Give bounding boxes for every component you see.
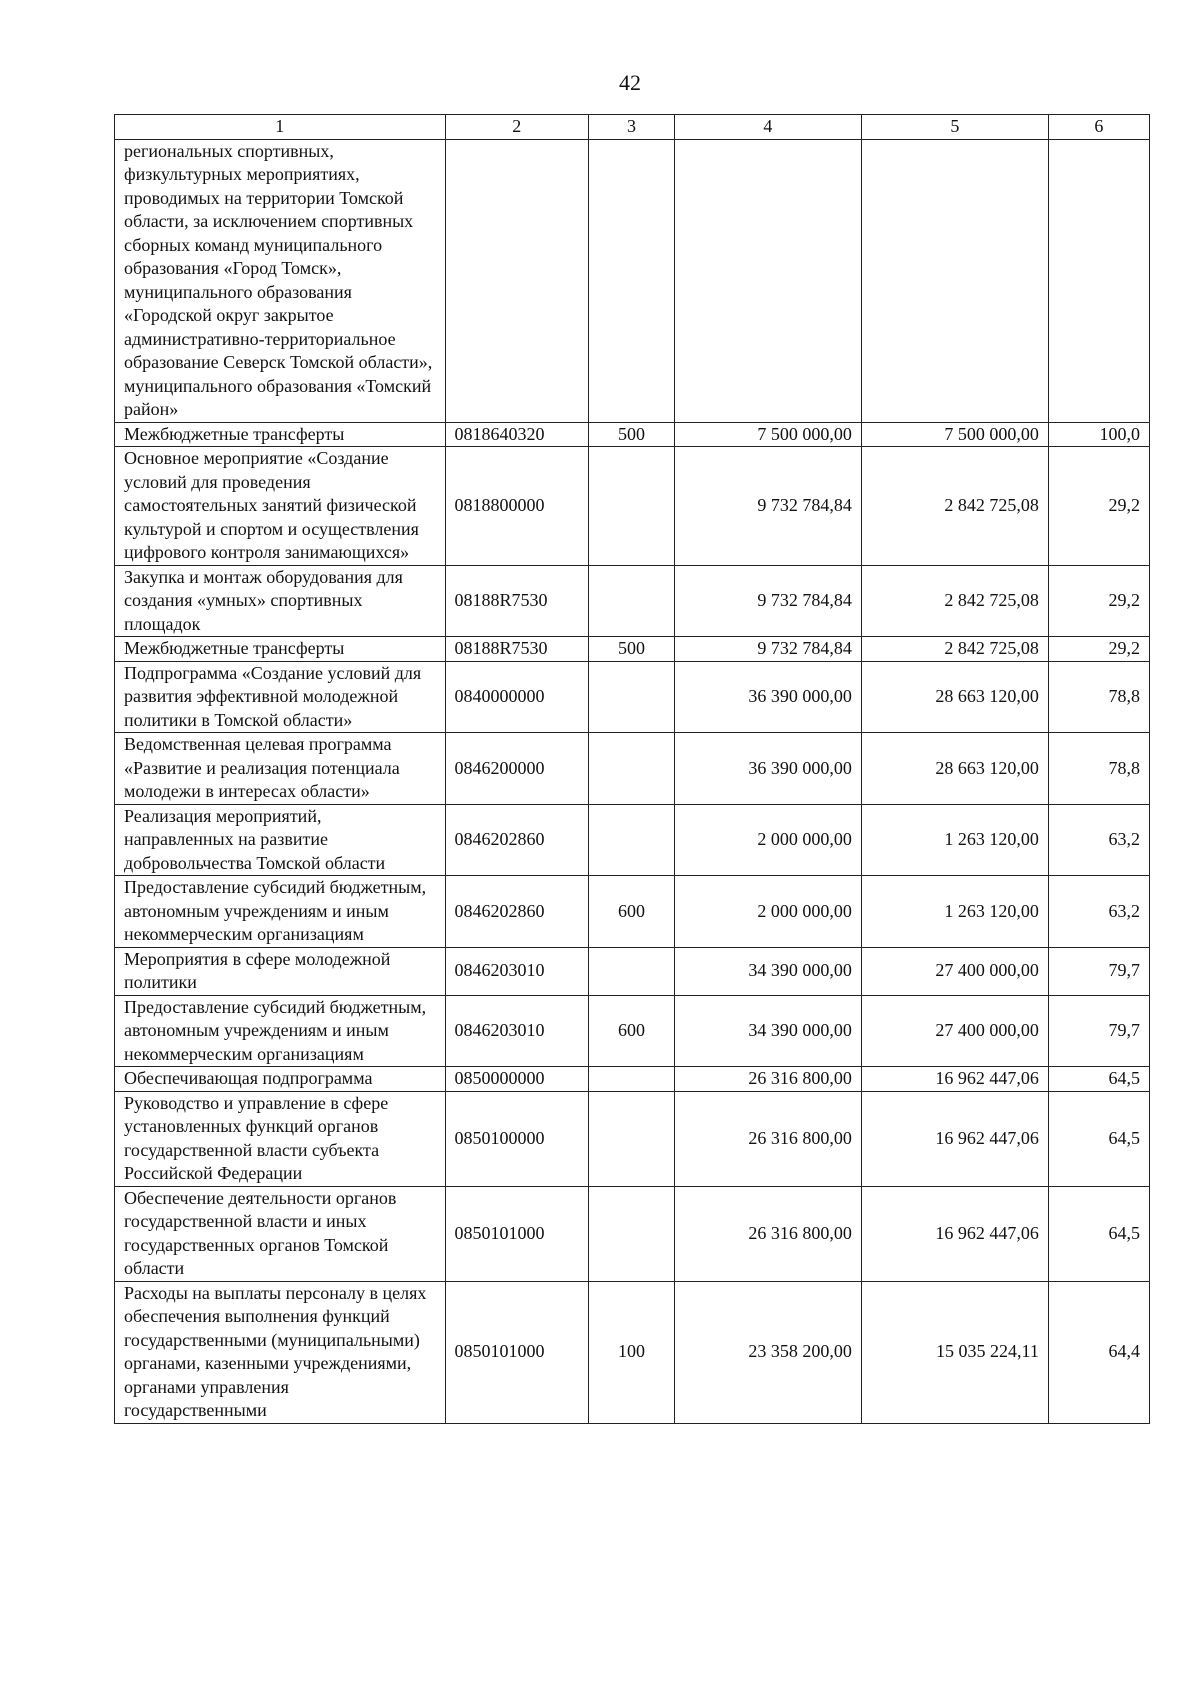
table-row [115,139,1150,422]
row-type [589,804,675,876]
row-description: Обеспечивающая подпрограмма [115,1067,446,1092]
row-actual: 16 962 447,06 [861,1067,1048,1092]
row-code: 0846202860 [445,876,589,948]
row-percent: 29,2 [1048,637,1149,662]
row-type [589,447,675,566]
row-percent: 100,0 [1048,422,1149,447]
table-header-row [115,115,1150,140]
table-row [115,733,1150,805]
row-code: 0850101000 [445,1281,589,1423]
row-plan: 36 390 000,00 [674,661,861,733]
header-col-1: 1 [115,115,446,140]
row-percent [1048,139,1149,422]
row-description: Мероприятия в сфере молодежной политики [115,947,446,995]
row-plan: 2 000 000,00 [674,804,861,876]
row-code [445,139,589,422]
row-type: 600 [589,995,675,1067]
row-actual: 27 400 000,00 [861,995,1048,1067]
row-description: региональных спортивных, физкультурных мероприятиях, проводимых на территории Томской области, за исключением спортивных сборных команд муниципального образования «Город Томск», муниципального образования «Городской округ закрытое административно-территориальное образование Северск Томской области», муниципального образования «Томский район» [115,139,446,422]
table-row [115,447,1150,566]
row-actual: 16 962 447,06 [861,1091,1048,1186]
table-row [115,876,1150,948]
row-percent: 79,7 [1048,947,1149,995]
row-code: 0846202860 [445,804,589,876]
row-type [589,661,675,733]
row-description: Подпрограмма «Создание условий для развития эффективной молодежной политики в Томской области» [115,661,446,733]
table-row [115,565,1150,637]
row-actual: 28 663 120,00 [861,661,1048,733]
table-row [115,1091,1150,1186]
header-col-2: 2 [445,115,589,140]
row-description: Основное мероприятие «Создание условий для проведения самостоятельных занятий физической культурой и спортом и осуществления цифрового контроля занимающихся» [115,447,446,566]
row-percent: 79,7 [1048,995,1149,1067]
row-actual: 2 842 725,08 [861,637,1048,662]
row-plan: 9 732 784,84 [674,565,861,637]
header-col-3: 3 [589,115,675,140]
row-percent: 64,5 [1048,1186,1149,1281]
row-description: Предоставление субсидий бюджетным, автономным учреждениям и иным некоммерческим организациям [115,995,446,1067]
row-plan: 23 358 200,00 [674,1281,861,1423]
table-row [115,1186,1150,1281]
row-code: 0850101000 [445,1186,589,1281]
row-plan: 26 316 800,00 [674,1067,861,1092]
row-actual: 1 263 120,00 [861,804,1048,876]
row-plan: 9 732 784,84 [674,637,861,662]
row-code: 0846200000 [445,733,589,805]
row-description: Предоставление субсидий бюджетным, автономным учреждениям и иным некоммерческим организациям [115,876,446,948]
row-actual: 2 842 725,08 [861,447,1048,566]
row-percent: 64,5 [1048,1091,1149,1186]
row-percent: 64,5 [1048,1067,1149,1092]
row-description: Руководство и управление в сфере установленных функций органов государственной власти субъекта Российской Федерации [115,1091,446,1186]
row-type [589,1091,675,1186]
table-row [115,995,1150,1067]
row-code: 0818640320 [445,422,589,447]
row-plan: 34 390 000,00 [674,995,861,1067]
row-actual [861,139,1048,422]
row-description: Ведомственная целевая программа «Развитие и реализация потенциала молодежи в интересах области» [115,733,446,805]
row-actual: 2 842 725,08 [861,565,1048,637]
row-code: 0840000000 [445,661,589,733]
header-col-5: 5 [861,115,1048,140]
row-plan: 34 390 000,00 [674,947,861,995]
page-number: 42 [619,70,641,95]
row-description: Межбюджетные трансферты [115,637,446,662]
row-description: Реализация мероприятий, направленных на развитие добровольчества Томской области [115,804,446,876]
row-actual: 16 962 447,06 [861,1186,1048,1281]
table-row [115,661,1150,733]
row-type: 500 [589,422,675,447]
row-actual: 27 400 000,00 [861,947,1048,995]
table-row [115,1067,1150,1092]
row-code: 0846203010 [445,947,589,995]
table-row [115,422,1150,447]
budget-table [114,114,1150,1424]
row-description: Закупка и монтаж оборудования для создания «умных» спортивных площадок [115,565,446,637]
row-actual: 7 500 000,00 [861,422,1048,447]
row-type [589,1067,675,1092]
row-type [589,565,675,637]
row-percent: 78,8 [1048,733,1149,805]
row-type [589,947,675,995]
row-type [589,139,675,422]
row-code: 0846203010 [445,995,589,1067]
row-plan: 9 732 784,84 [674,447,861,566]
table-row [115,947,1150,995]
table-row [115,1281,1150,1423]
row-type: 600 [589,876,675,948]
row-plan: 26 316 800,00 [674,1186,861,1281]
header-col-4: 4 [674,115,861,140]
row-percent: 63,2 [1048,876,1149,948]
row-actual: 1 263 120,00 [861,876,1048,948]
row-plan [674,139,861,422]
row-type [589,733,675,805]
header-col-6: 6 [1048,115,1149,140]
row-code: 0850000000 [445,1067,589,1092]
row-percent: 78,8 [1048,661,1149,733]
row-type [589,1186,675,1281]
row-plan: 7 500 000,00 [674,422,861,447]
row-code: 08188R7530 [445,565,589,637]
row-plan: 2 000 000,00 [674,876,861,948]
row-type: 100 [589,1281,675,1423]
row-description: Обеспечение деятельности органов государственной власти и иных государственных органов Томской области [115,1186,446,1281]
row-plan: 36 390 000,00 [674,733,861,805]
row-actual: 28 663 120,00 [861,733,1048,805]
row-code: 0850100000 [445,1091,589,1186]
table-row [115,804,1150,876]
row-percent: 64,4 [1048,1281,1149,1423]
table-row [115,637,1150,662]
row-percent: 29,2 [1048,565,1149,637]
row-code: 0818800000 [445,447,589,566]
row-description: Расходы на выплаты персоналу в целях обеспечения выполнения функций государственными (муниципальными) органами, казенными учреждениями, органами управления государственными [115,1281,446,1423]
row-type: 500 [589,637,675,662]
row-description: Межбюджетные трансферты [115,422,446,447]
row-actual: 15 035 224,11 [861,1281,1048,1423]
row-percent: 29,2 [1048,447,1149,566]
row-code: 08188R7530 [445,637,589,662]
row-plan: 26 316 800,00 [674,1091,861,1186]
row-percent: 63,2 [1048,804,1149,876]
